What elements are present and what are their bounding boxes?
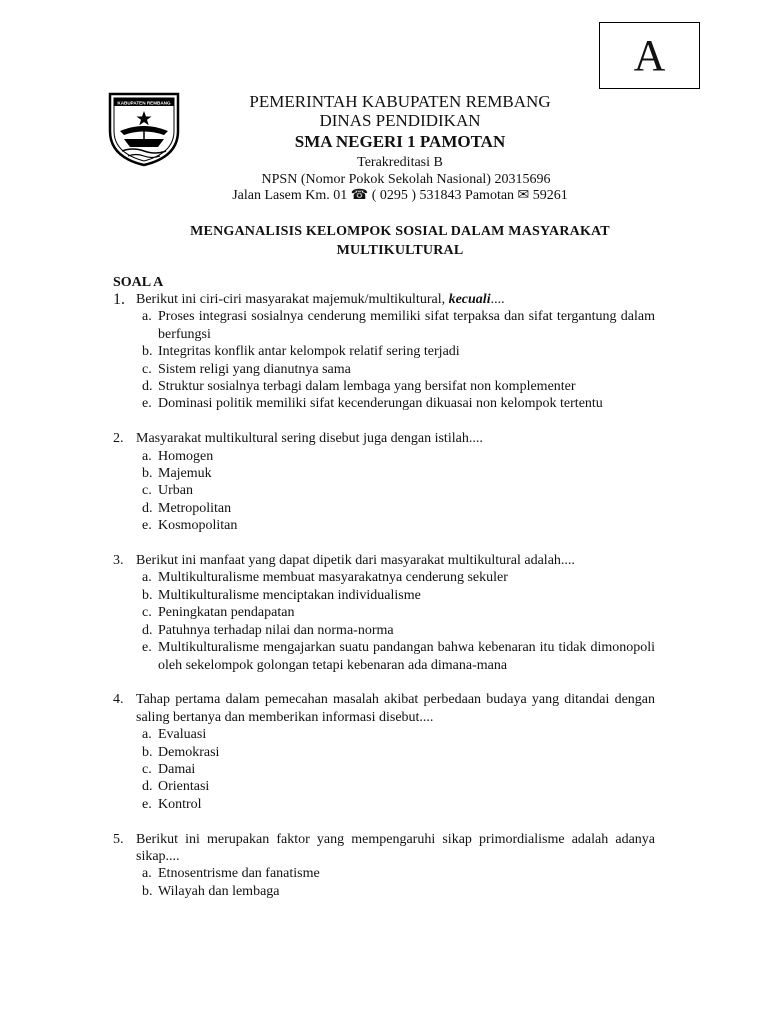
option-a: a. Etnosentrisme dan fanatisme <box>142 866 320 882</box>
option-b: b. Integritas konflik antar kelompok relatif sering terjadi <box>142 344 460 360</box>
option-e: e. Multikulturalisme mengajarkan suatu pandangan bahwa kebenaran itu tidak dimonopoli oleh sekelompok golongan tetapi kebenaran ada dimana-mana <box>142 640 655 673</box>
document-title <box>140 222 660 260</box>
accreditation: Terakreditasi B <box>357 155 443 170</box>
option-e: e. Kosmopolitan <box>142 518 238 534</box>
logo-label: KABUPATEN REMBANG <box>117 100 171 106</box>
department-name: DINAS PENDIDIKAN <box>319 111 481 130</box>
question-text: Berikut ini manfaat yang dapat dipetik dari masyarakat multikultural adalah.... <box>136 553 575 569</box>
question-text: Tahap pertama dalam pemecahan masalah akibat perbedaan budaya yang ditandai dengan saling bertanya dan memberikan informasi disebut.... <box>136 692 655 725</box>
option-a: a. Homogen <box>142 448 214 464</box>
option-c: c. Damai <box>142 761 196 777</box>
school-address: Jalan Lasem Km. 01 ☎ ( 0295 ) 531843 Pamotan ✉ 59261 <box>232 188 568 203</box>
question-list <box>113 291 655 900</box>
option-e: e. Dominasi politik memiliki sifat kecenderungan dikuasai non kelompok tertentu <box>142 396 603 412</box>
question-emphasis: kecuali <box>448 292 491 307</box>
question-number: 4. <box>113 692 124 708</box>
variant-label: A <box>599 22 700 89</box>
option-d: d. Struktur sosialnya terbagi dalam lembaga yang bersifat non komplementer <box>142 379 576 395</box>
option-d: d. Metropolitan <box>142 500 232 516</box>
option-c: c. Sistem religi yang dianutnya sama <box>142 361 351 377</box>
option-b: b. Multikulturalisme menciptakan individualisme <box>142 587 421 603</box>
question-number: 3. <box>113 553 124 569</box>
question-text: Berikut ini merupakan faktor yang mempengaruhi sikap primordialisme adalah adanya sikap.... <box>136 831 655 864</box>
letterhead <box>170 92 630 189</box>
question-text: Berikut ini ciri-ciri masyarakat majemuk/multikultural, kecuali.... <box>136 292 505 307</box>
option-e: e. Kontrol <box>142 796 202 812</box>
option-a: a. Proses integrasi sosialnya cenderung memiliki sifat terpaksa dan sifat tergantung dalam berfungsi <box>142 309 655 342</box>
option-b: b. Demokrasi <box>142 744 220 760</box>
option-b: b. Wilayah dan lembaga <box>142 883 280 899</box>
government-name: PEMERINTAH KABUPATEN REMBANG <box>249 92 551 111</box>
question-3 <box>113 552 655 674</box>
title-line-1: MENGANALISIS KELOMPOK SOSIAL DALAM MASYARAKAT <box>190 224 610 239</box>
question-4 <box>113 691 655 813</box>
option-c: c. Urban <box>142 483 193 499</box>
npsn: NPSN (Nomor Pokok Sekolah Nasional) 20315696 <box>261 172 551 187</box>
question-number: 2. <box>113 431 124 447</box>
title-line-2: MULTIKULTURAL <box>336 243 464 258</box>
question-1 <box>113 291 655 413</box>
option-c: c. Peningkatan pendapatan <box>142 605 295 621</box>
section-label: SOAL A <box>113 275 164 290</box>
question-number: 5. <box>113 831 124 847</box>
question-number: 1. <box>113 291 125 308</box>
option-b: b. Majemuk <box>142 466 212 482</box>
option-d: d. Patuhnya terhadap nilai dan norma-norma <box>142 622 394 638</box>
question-text: Masyarakat multikultural sering disebut juga dengan istilah.... <box>136 431 483 447</box>
option-a: a. Evaluasi <box>142 727 207 743</box>
school-name: SMA NEGERI 1 PAMOTAN <box>294 132 506 151</box>
question-5 <box>113 831 655 901</box>
option-a: a. Multikulturalisme membuat masyarakatnya cenderung sekuler <box>142 570 508 586</box>
question-2 <box>113 430 655 534</box>
option-d: d. Orientasi <box>142 779 210 795</box>
